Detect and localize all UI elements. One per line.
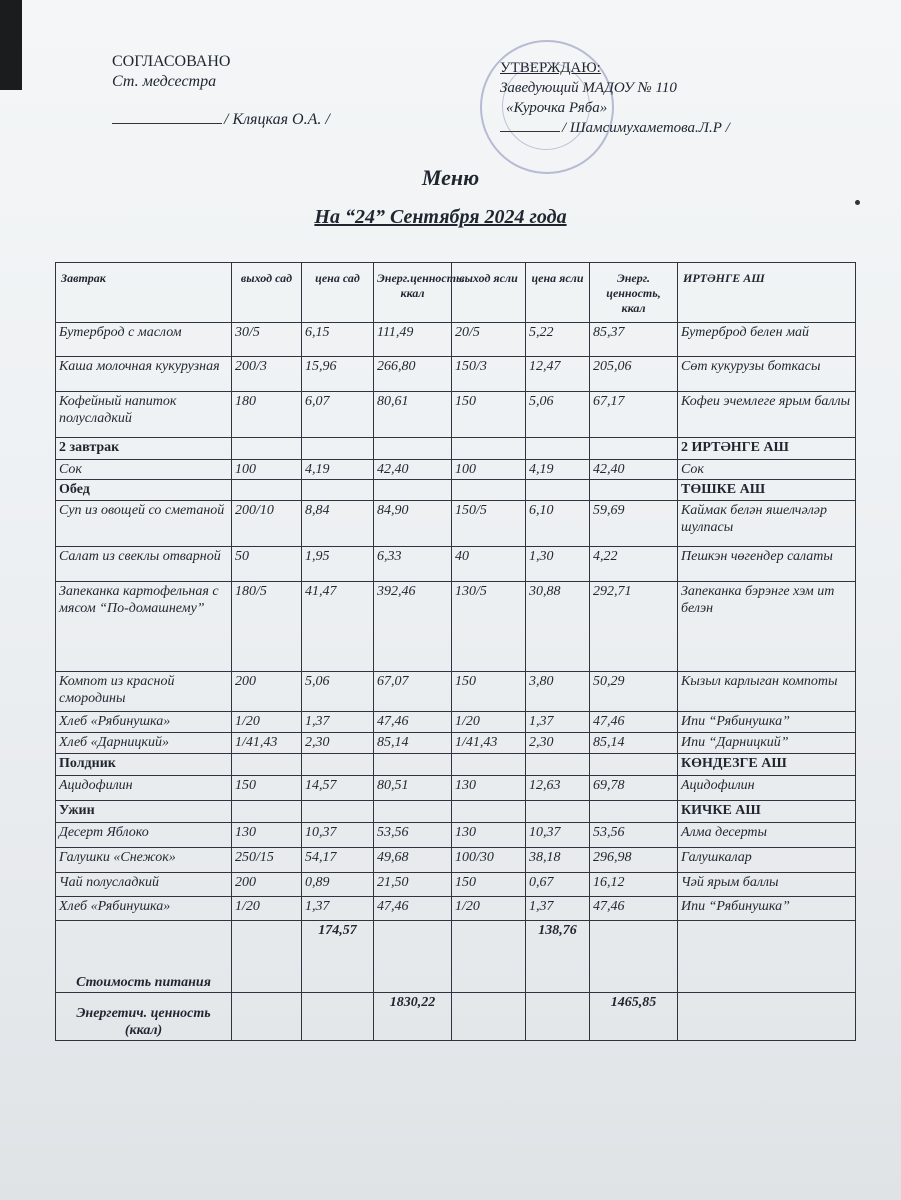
menu-table [55,262,856,1041]
column-header: Завтрак [56,263,232,323]
table-cell: 2,30 [302,733,374,754]
section-cell [374,801,452,823]
table-row [56,392,856,438]
table-cell: 4,22 [590,547,678,582]
table-cell: 205,06 [590,357,678,392]
table-cell: 47,46 [374,712,452,733]
total-cell [590,921,678,993]
table-cell: Салат из свеклы отварной [56,547,232,582]
table-cell: 6,10 [526,501,590,547]
table-cell: 4,19 [526,460,590,480]
table-cell: 1,37 [526,897,590,921]
section-cell [526,480,590,501]
table-cell: Ипи “Рябинушка” [678,897,856,921]
table-cell: Запеканка бэрэнге хэм ит белэн [678,582,856,672]
total-cell [526,993,590,1041]
table-cell: 5,06 [302,672,374,712]
table-cell: 150 [452,873,526,897]
section-cell [526,754,590,776]
table-cell: 1/20 [232,897,302,921]
table-cell: 200/10 [232,501,302,547]
total-cell: Энергетич. ценность (ккал) [56,993,232,1041]
background-edge [0,0,22,90]
table-cell: 30/5 [232,323,302,357]
section-cell [374,438,452,460]
table-cell: 130/5 [452,582,526,672]
section-cell [232,754,302,776]
section-row [56,801,856,823]
column-header: выход сад [232,263,302,323]
table-cell: Галушкалар [678,848,856,873]
table-cell: 84,90 [374,501,452,547]
table-cell: 200 [232,873,302,897]
table-row [56,733,856,754]
table-cell: 1/20 [452,712,526,733]
table-row [56,672,856,712]
approval-block-left [112,52,330,130]
table-cell: Ипи “Рябинушка” [678,712,856,733]
table-cell: 67,07 [374,672,452,712]
section-cell: Полдник [56,754,232,776]
section-cell: 2 завтрак [56,438,232,460]
total-cell [678,921,856,993]
table-row [56,873,856,897]
signature-line-left [112,123,222,124]
table-cell: 14,57 [302,776,374,801]
table-cell: 5,22 [526,323,590,357]
section-cell [232,438,302,460]
section-cell: Ужин [56,801,232,823]
total-cell [302,993,374,1041]
section-cell: Обед [56,480,232,501]
column-header: цена ясли [526,263,590,323]
table-cell: 42,40 [374,460,452,480]
table-cell: Ипи “Дарницкий” [678,733,856,754]
section-cell [526,801,590,823]
approval-right-line1: УТВЕРЖДАЮ: [500,60,601,76]
table-cell: 80,51 [374,776,452,801]
table-cell: 111,49 [374,323,452,357]
table-row [56,547,856,582]
signature-line-right [500,131,560,132]
total-cell: 174,57 [302,921,374,993]
table-header-row [56,263,856,323]
total-cell [452,993,526,1041]
table-row [56,460,856,480]
table-row [56,776,856,801]
table-row [56,897,856,921]
table-cell: Чәй ярым баллы [678,873,856,897]
table-cell: 67,17 [590,392,678,438]
section-cell [374,480,452,501]
table-cell: 50,29 [590,672,678,712]
section-cell [302,754,374,776]
table-cell: 42,40 [590,460,678,480]
table-cell: Сок [56,460,232,480]
table-cell: 6,33 [374,547,452,582]
table-cell: 150 [232,776,302,801]
approval-right-line2: Заведующий МАДОУ № 110 [500,80,677,96]
table-cell: Бутерброд белен май [678,323,856,357]
table-cell: 40 [452,547,526,582]
table-cell: 49,68 [374,848,452,873]
section-cell: ТӨШКЕ АШ [678,480,856,501]
table-cell: 200 [232,672,302,712]
column-header: Энерг.ценность. ккал [374,263,452,323]
table-row [56,712,856,733]
column-header: выход ясли [452,263,526,323]
table-cell: 296,98 [590,848,678,873]
table-cell: 1/41,43 [232,733,302,754]
total-cell [232,993,302,1041]
table-cell: Кофеи эчемлеге ярым баллы [678,392,856,438]
table-row [56,357,856,392]
table-cell: Хлеб «Дарницкий» [56,733,232,754]
totals-row [56,993,856,1041]
table-cell: Запеканка картофельная с мясом “По-домашнему” [56,582,232,672]
table-cell: 5,06 [526,392,590,438]
table-cell: 59,69 [590,501,678,547]
table-cell: 130 [452,823,526,848]
table-cell: 3,80 [526,672,590,712]
section-cell [452,480,526,501]
section-cell: КӨНДЕЗГЕ АШ [678,754,856,776]
approval-left-line1: СОГЛАСОВАНО [112,53,231,70]
table-cell: 69,78 [590,776,678,801]
section-cell [302,480,374,501]
table-row [56,823,856,848]
column-header: Энерг. ценность, ккал [590,263,678,323]
approval-right-line3: «Курочка Ряба» [506,100,608,116]
section-cell [302,438,374,460]
section-cell [590,801,678,823]
table-cell: 0,67 [526,873,590,897]
table-cell: 53,56 [374,823,452,848]
table-cell: 41,47 [302,582,374,672]
table-cell: 1,95 [302,547,374,582]
table-cell: Хлеб «Рябинушка» [56,897,232,921]
table-cell: 1,37 [526,712,590,733]
speck [855,200,860,205]
table-cell: 50 [232,547,302,582]
table-cell: Кофейный напиток полусладкий [56,392,232,438]
table-cell: 30,88 [526,582,590,672]
table-cell: 150/3 [452,357,526,392]
total-cell [678,993,856,1041]
table-cell: 1,37 [302,897,374,921]
table-cell: Чай полусладкий [56,873,232,897]
table-cell: Суп из овощей со сметаной [56,501,232,547]
table-cell: 1,37 [302,712,374,733]
table-cell: Кызыл карлыган компоты [678,672,856,712]
section-cell [590,754,678,776]
table-cell: 180/5 [232,582,302,672]
section-cell [452,801,526,823]
table-cell: 6,07 [302,392,374,438]
table-cell: 250/15 [232,848,302,873]
section-cell [452,754,526,776]
section-row [56,480,856,501]
section-cell [232,801,302,823]
table-cell: 53,56 [590,823,678,848]
table-cell: 292,71 [590,582,678,672]
table-cell: Десерт Яблоко [56,823,232,848]
section-cell [452,438,526,460]
table-cell: Сок [678,460,856,480]
table-cell: 38,18 [526,848,590,873]
table-row [56,323,856,357]
table-cell: 10,37 [526,823,590,848]
table-cell: 150/5 [452,501,526,547]
table-cell: Бутерброд с маслом [56,323,232,357]
table-cell: 85,14 [374,733,452,754]
table-cell: 47,46 [590,712,678,733]
column-header: ИРТӘНГЕ АШ [678,263,856,323]
table-cell: 8,84 [302,501,374,547]
table-cell: 1,30 [526,547,590,582]
page-subtitle: На “24” Сентября 2024 года [314,206,567,228]
table-row [56,501,856,547]
table-row [56,848,856,873]
table-cell: 85,14 [590,733,678,754]
table-cell: 100/30 [452,848,526,873]
table-cell: 12,63 [526,776,590,801]
table-cell: Каймак белән яшелчәләр шулпасы [678,501,856,547]
total-cell: 1465,85 [590,993,678,1041]
section-cell [526,438,590,460]
table-cell: 47,46 [590,897,678,921]
totals-row [56,921,856,993]
table-cell: 130 [452,776,526,801]
table-cell: 12,47 [526,357,590,392]
approval-left-line2: Ст. медсестра [112,73,217,90]
table-cell: 150 [452,392,526,438]
total-cell: Стоимость питания [56,921,232,993]
table-row [56,582,856,672]
table-cell: 200/3 [232,357,302,392]
table-cell: 80,61 [374,392,452,438]
section-cell: КИЧКЕ АШ [678,801,856,823]
table-cell: 21,50 [374,873,452,897]
table-cell: 130 [232,823,302,848]
total-cell [374,921,452,993]
section-row [56,754,856,776]
table-cell: 100 [232,460,302,480]
table-cell: 85,37 [590,323,678,357]
table-cell: 266,80 [374,357,452,392]
approval-left-line3: / Кляцкая О.А. / [224,111,330,128]
table-cell: 54,17 [302,848,374,873]
table-cell: Сөт кукурузы боткасы [678,357,856,392]
total-cell: 1830,22 [374,993,452,1041]
table-cell: 10,37 [302,823,374,848]
table-cell: Каша молочная кукурузная [56,357,232,392]
table-cell: 0,89 [302,873,374,897]
table-cell: Компот из красной смородины [56,672,232,712]
table-cell: Галушки «Снежок» [56,848,232,873]
section-cell [590,480,678,501]
table-cell: 20/5 [452,323,526,357]
page-title: Меню [421,165,480,190]
table-cell: Алма десерты [678,823,856,848]
table-cell: 15,96 [302,357,374,392]
total-cell [452,921,526,993]
total-cell [232,921,302,993]
table-cell: 6,15 [302,323,374,357]
approval-block-right [500,58,730,138]
table-cell: 4,19 [302,460,374,480]
table-cell: 150 [452,672,526,712]
table-cell: 392,46 [374,582,452,672]
section-row [56,438,856,460]
approval-right-line4: / Шамсимухаметова.Л.Р / [562,120,730,136]
section-cell [302,801,374,823]
table-cell: Ацидофилин [56,776,232,801]
table-cell: 1/41,43 [452,733,526,754]
section-cell [374,754,452,776]
section-cell [590,438,678,460]
table-cell: Пешкэн чөгендер салаты [678,547,856,582]
table-cell: 2,30 [526,733,590,754]
table-cell: 47,46 [374,897,452,921]
table-cell: Ацидофилин [678,776,856,801]
table-cell: 16,12 [590,873,678,897]
table-cell: 1/20 [232,712,302,733]
table-cell: Хлеб «Рябинушка» [56,712,232,733]
section-cell: 2 ИРТӘНГЕ АШ [678,438,856,460]
table-cell: 1/20 [452,897,526,921]
section-cell [232,480,302,501]
total-cell: 138,76 [526,921,590,993]
table-cell: 100 [452,460,526,480]
table-cell: 180 [232,392,302,438]
column-header: цена сад [302,263,374,323]
